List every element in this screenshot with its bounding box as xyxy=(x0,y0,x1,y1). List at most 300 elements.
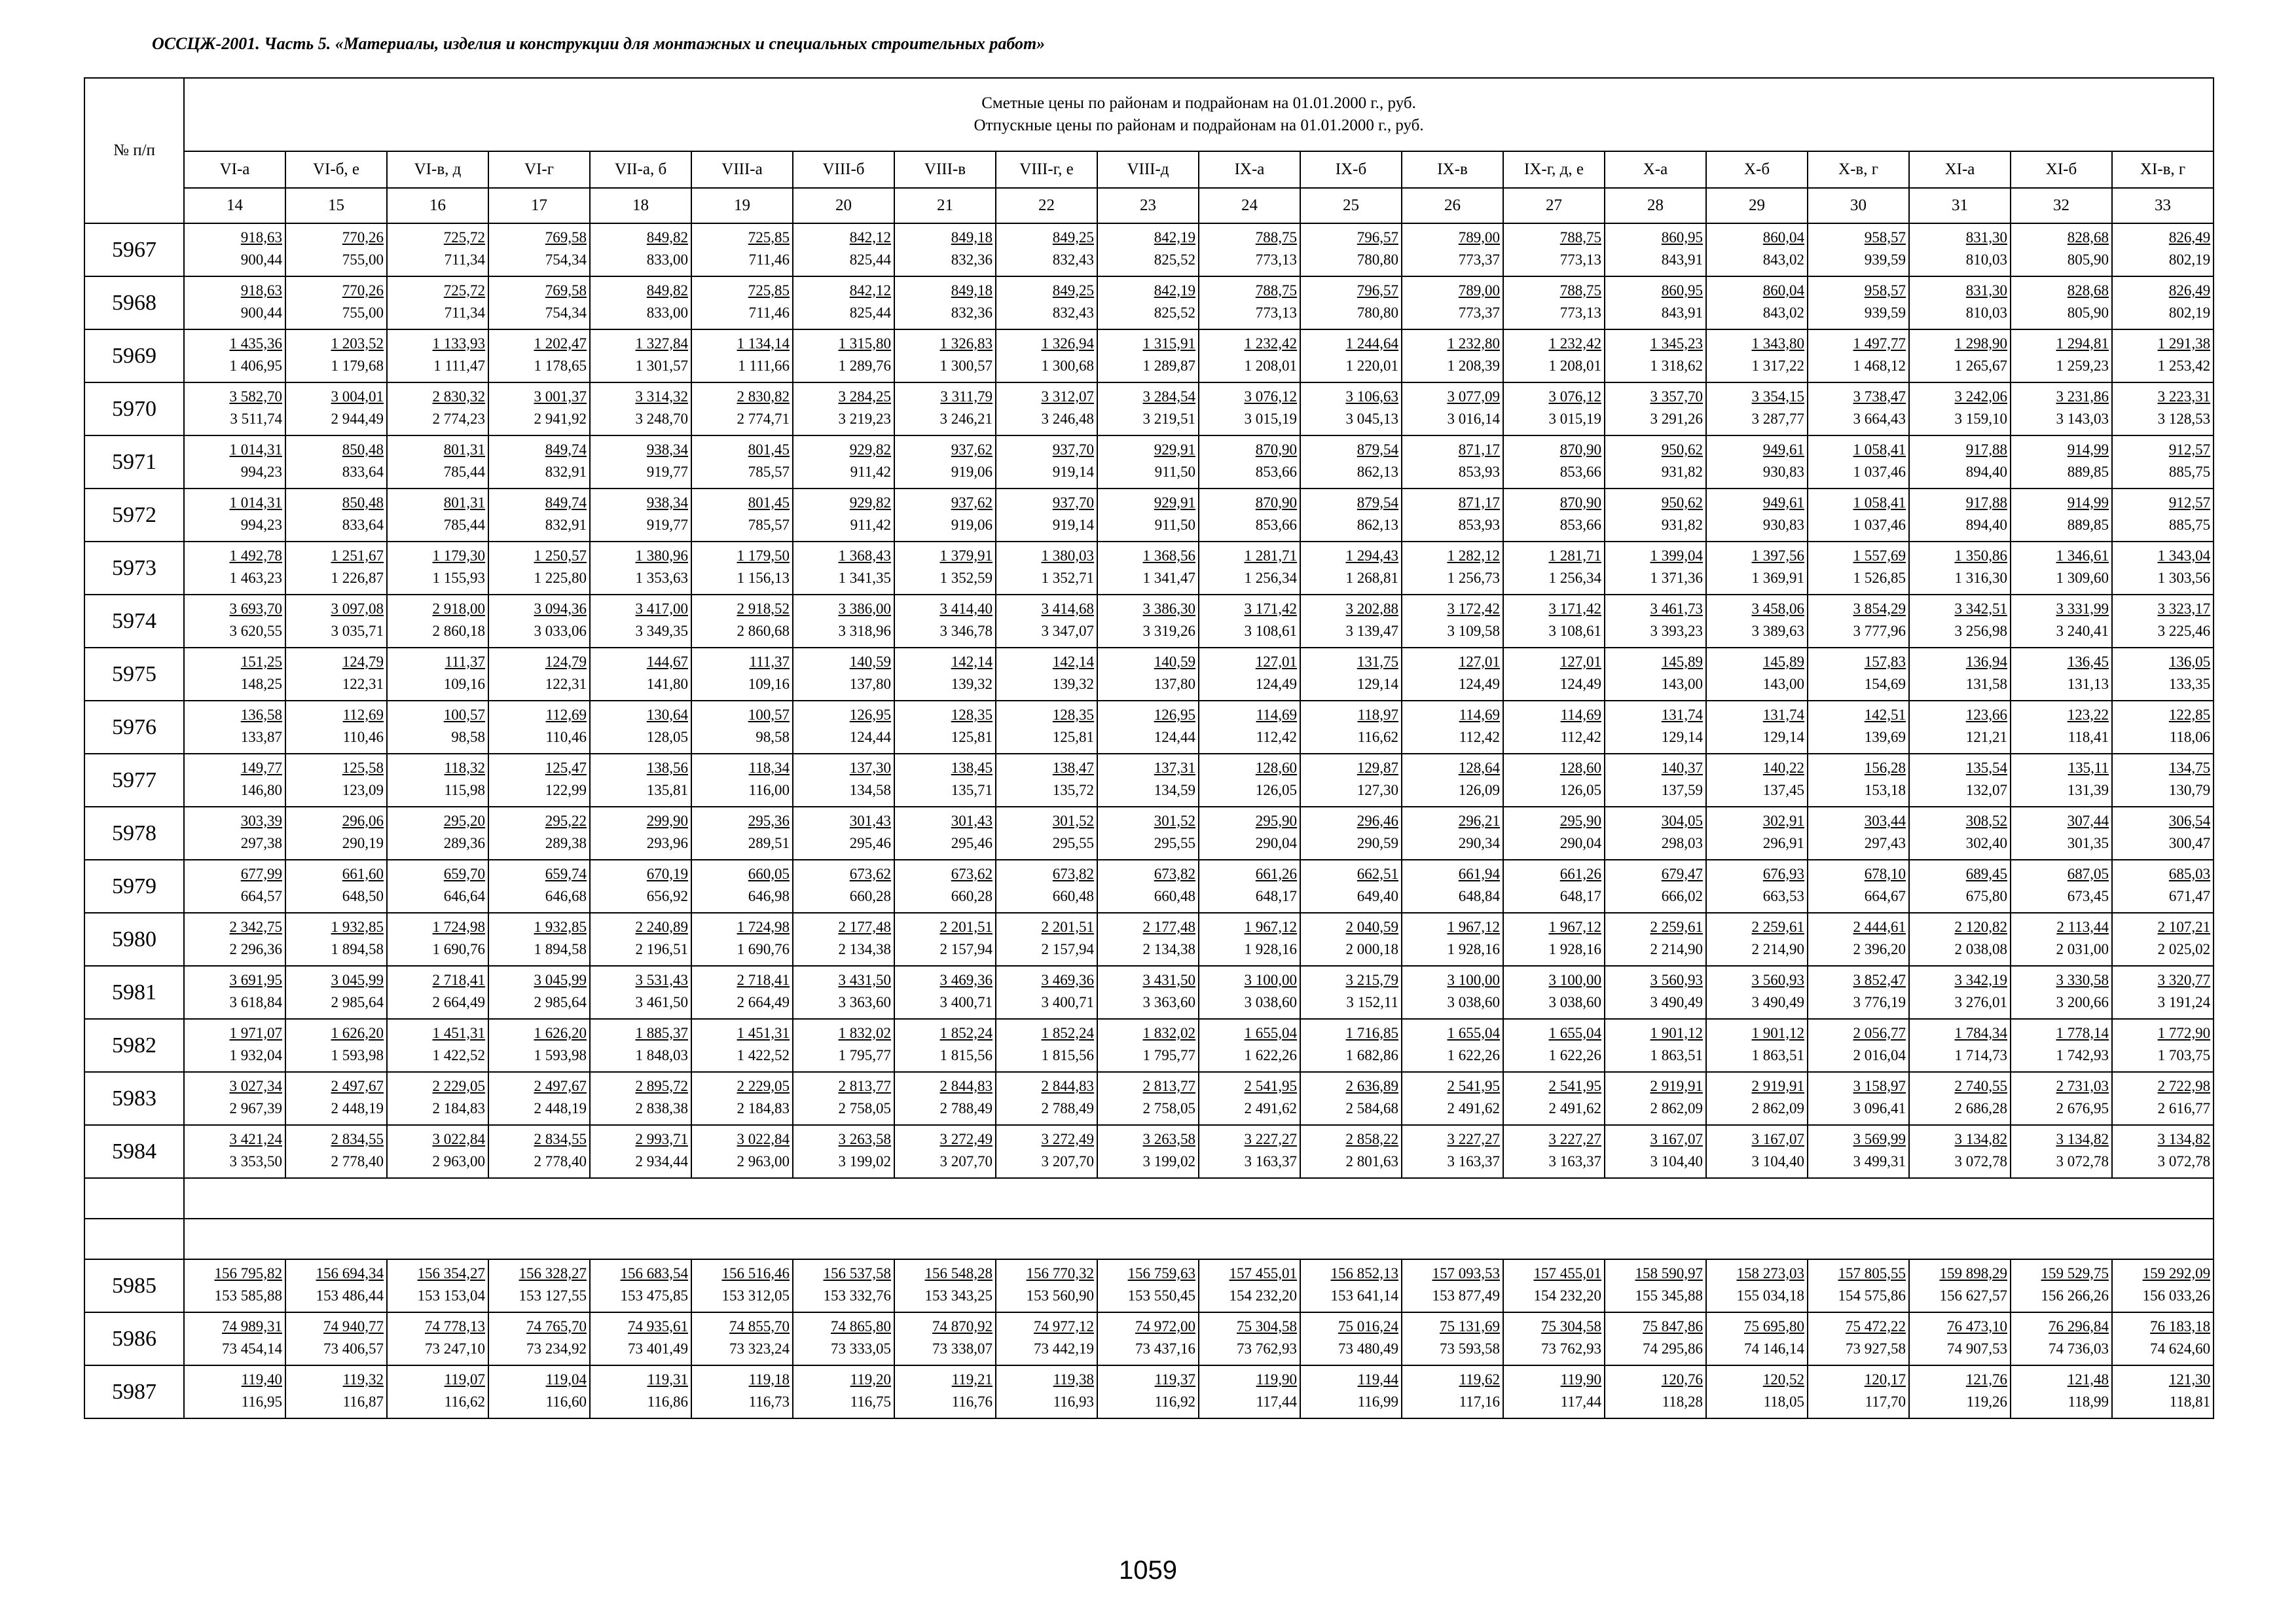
release-price: 3 038,60 xyxy=(1447,993,1500,1010)
release-price: 3 461,50 xyxy=(635,993,688,1010)
estimated-price: 1 343,80 xyxy=(1751,335,1804,352)
price-cell xyxy=(793,1072,894,1125)
release-price: 126,05 xyxy=(1255,781,1297,798)
price-cell xyxy=(1503,701,1605,754)
price-cell xyxy=(285,1365,387,1418)
price-cell xyxy=(1706,1125,1808,1178)
estimated-price: 1 832,02 xyxy=(838,1024,891,1041)
release-price: 3 349,35 xyxy=(635,622,688,639)
estimated-price: 1 885,37 xyxy=(635,1024,688,1041)
release-price: 2 584,68 xyxy=(1345,1099,1398,1116)
price-cell xyxy=(894,913,996,966)
release-price: 112,42 xyxy=(1256,728,1297,745)
price-cell xyxy=(1097,701,1199,754)
table-row xyxy=(84,435,2214,489)
estimated-price: 131,74 xyxy=(1762,706,1804,723)
estimated-price: 1 251,67 xyxy=(331,547,384,564)
estimated-price: 1 014,31 xyxy=(229,441,282,458)
price-table xyxy=(84,77,2214,1419)
row-number: 5981 xyxy=(84,966,184,1019)
price-cell xyxy=(1199,754,1300,807)
estimated-price: 159 292,09 xyxy=(2142,1264,2211,1282)
price-cell xyxy=(1909,382,2011,435)
estimated-price: 74 977,12 xyxy=(1034,1318,1094,1335)
estimated-price: 1 967,12 xyxy=(1548,918,1601,935)
estimated-price: 1 282,12 xyxy=(1447,547,1500,564)
release-price: 298,03 xyxy=(1661,834,1703,851)
release-price: 3 219,23 xyxy=(838,410,891,427)
estimated-price: 301,43 xyxy=(849,812,891,829)
estimated-price: 2 636,89 xyxy=(1345,1077,1398,1094)
price-cell xyxy=(1300,435,1402,489)
price-cell xyxy=(1503,223,1605,276)
estimated-price: 128,60 xyxy=(1559,759,1601,776)
estimated-price: 124,79 xyxy=(342,653,384,670)
release-price: 73 234,92 xyxy=(526,1340,587,1357)
estimated-price: 3 022,84 xyxy=(737,1130,790,1147)
row-number: 5971 xyxy=(84,435,184,489)
price-cell xyxy=(285,1019,387,1072)
estimated-price: 828,68 xyxy=(2067,282,2109,299)
estimated-price: 1 901,12 xyxy=(1751,1024,1804,1041)
release-price: 2 184,83 xyxy=(432,1099,485,1116)
estimated-price: 929,91 xyxy=(1154,441,1195,458)
estimated-price: 679,47 xyxy=(1661,865,1703,882)
release-price: 73 442,19 xyxy=(1034,1340,1094,1357)
estimated-price: 1 971,07 xyxy=(229,1024,282,1041)
release-price: 73 762,93 xyxy=(1237,1340,1297,1357)
estimated-price: 2 201,51 xyxy=(1041,918,1094,935)
release-price: 673,45 xyxy=(2067,887,2109,904)
release-price: 785,57 xyxy=(748,516,790,533)
price-cell xyxy=(1909,807,2011,860)
price-cell xyxy=(184,1125,285,1178)
estimated-price: 1 298,90 xyxy=(1954,335,2007,352)
estimated-price: 3 227,27 xyxy=(1548,1130,1601,1147)
price-cell xyxy=(285,276,387,329)
release-price: 773,13 xyxy=(1559,304,1601,321)
estimated-price: 124,79 xyxy=(545,653,587,670)
estimated-price: 1 832,02 xyxy=(1142,1024,1195,1041)
estimated-price: 2 731,03 xyxy=(2056,1077,2109,1094)
estimated-price: 112,69 xyxy=(342,706,384,723)
price-cell xyxy=(691,913,793,966)
release-price: 825,44 xyxy=(849,251,891,268)
price-cell xyxy=(2112,1259,2214,1312)
release-price: 141,80 xyxy=(646,675,688,692)
column-number: 30 xyxy=(1808,188,1909,223)
estimated-price: 156 759,63 xyxy=(1127,1264,1195,1282)
column-number: 20 xyxy=(793,188,894,223)
release-price: 810,03 xyxy=(1965,251,2007,268)
release-price: 1 208,01 xyxy=(1244,357,1297,374)
estimated-price: 3 342,19 xyxy=(1954,971,2007,988)
release-price: 131,58 xyxy=(1965,675,2007,692)
estimated-price: 3 320,77 xyxy=(2157,971,2211,988)
release-price: 133,87 xyxy=(240,728,282,745)
price-cell xyxy=(1097,1072,1199,1125)
price-cell xyxy=(387,860,488,913)
price-cell xyxy=(1605,435,1706,489)
estimated-price: 145,89 xyxy=(1762,653,1804,670)
estimated-price: 673,62 xyxy=(849,865,891,882)
estimated-price: 3 134,82 xyxy=(2157,1130,2211,1147)
release-price: 118,28 xyxy=(1662,1393,1703,1410)
estimated-price: 1 932,85 xyxy=(331,918,384,935)
release-price: 131,13 xyxy=(2067,675,2109,692)
release-price: 843,91 xyxy=(1661,304,1703,321)
price-cell xyxy=(1300,754,1402,807)
price-cell xyxy=(793,542,894,595)
estimated-price: 131,74 xyxy=(1661,706,1703,723)
release-price: 143,00 xyxy=(1661,675,1703,692)
price-cell xyxy=(1706,276,1808,329)
estimated-price: 1 724,98 xyxy=(432,918,485,935)
price-cell xyxy=(2011,223,2112,276)
release-price: 124,44 xyxy=(1154,728,1195,745)
estimated-price: 125,58 xyxy=(342,759,384,776)
price-cell xyxy=(793,807,894,860)
estimated-price: 3 272,49 xyxy=(939,1130,993,1147)
estimated-price: 801,45 xyxy=(748,494,790,511)
price-cell xyxy=(894,595,996,648)
estimated-price: 156 354,27 xyxy=(417,1264,485,1282)
estimated-price: 119,37 xyxy=(1154,1371,1195,1388)
release-price: 3 246,21 xyxy=(939,410,993,427)
release-price: 73 480,49 xyxy=(1338,1340,1398,1357)
release-price: 1 863,51 xyxy=(1751,1046,1804,1063)
estimated-price: 3 330,58 xyxy=(2056,971,2109,988)
release-price: 3 363,60 xyxy=(1142,993,1195,1010)
estimated-price: 673,82 xyxy=(1052,865,1094,882)
price-cell xyxy=(691,807,793,860)
price-cell xyxy=(793,329,894,382)
price-cell xyxy=(387,1312,488,1365)
district-header: IX-а xyxy=(1199,151,1300,188)
estimated-price: 770,26 xyxy=(342,229,384,246)
release-price: 1 742,93 xyxy=(2056,1046,2109,1063)
estimated-price: 2 497,67 xyxy=(534,1077,587,1094)
estimated-price: 676,93 xyxy=(1762,865,1804,882)
estimated-price: 2 918,00 xyxy=(432,600,485,617)
estimated-price: 3 106,63 xyxy=(1345,388,1398,405)
estimated-price: 131,75 xyxy=(1357,653,1398,670)
release-price: 295,46 xyxy=(849,834,891,851)
price-cell xyxy=(2112,1312,2214,1365)
estimated-price: 3 469,36 xyxy=(1041,971,1094,988)
estimated-price: 3 311,79 xyxy=(940,388,993,405)
release-price: 134,58 xyxy=(849,781,891,798)
estimated-price: 912,57 xyxy=(2168,494,2211,511)
estimated-price: 301,43 xyxy=(951,812,993,829)
price-cell xyxy=(2011,860,2112,913)
release-price: 1 303,56 xyxy=(2157,569,2211,586)
estimated-price: 938,34 xyxy=(646,494,688,511)
price-cell xyxy=(184,382,285,435)
empty-cell xyxy=(184,1219,2214,1259)
price-cell xyxy=(1097,1259,1199,1312)
price-cell xyxy=(1503,754,1605,807)
price-cell xyxy=(2112,1125,2214,1178)
price-cell xyxy=(1300,807,1402,860)
release-price: 135,72 xyxy=(1052,781,1094,798)
release-price: 1 316,30 xyxy=(1954,569,2007,586)
release-price: 118,81 xyxy=(2169,1393,2211,1410)
price-cell xyxy=(1605,1125,1706,1178)
price-cell xyxy=(1605,1072,1706,1125)
release-price: 290,04 xyxy=(1255,834,1297,851)
row-number: 5974 xyxy=(84,595,184,648)
price-cell xyxy=(1097,754,1199,807)
price-cell xyxy=(1402,276,1503,329)
price-cell xyxy=(1300,1125,1402,1178)
price-cell xyxy=(590,1125,691,1178)
price-cell xyxy=(1199,807,1300,860)
price-cell xyxy=(1706,648,1808,701)
release-price: 295,55 xyxy=(1154,834,1195,851)
table-row xyxy=(84,276,2214,329)
release-price: 2 941,92 xyxy=(534,410,587,427)
estimated-price: 127,01 xyxy=(1559,653,1601,670)
estimated-price: 295,36 xyxy=(748,812,790,829)
estimated-price: 849,25 xyxy=(1052,229,1094,246)
estimated-price: 1 281,71 xyxy=(1548,547,1601,564)
release-price: 3 347,07 xyxy=(1041,622,1094,639)
row-number: 5985 xyxy=(84,1259,184,1312)
price-cell xyxy=(387,382,488,435)
price-cell xyxy=(894,648,996,701)
estimated-price: 1 343,04 xyxy=(2157,547,2211,564)
price-cell xyxy=(387,1125,488,1178)
estimated-price: 3 314,32 xyxy=(635,388,688,405)
price-cell xyxy=(1402,542,1503,595)
district-header: VI-в, д xyxy=(387,151,488,188)
estimated-price: 136,05 xyxy=(2168,653,2211,670)
estimated-price: 1 852,24 xyxy=(939,1024,993,1041)
release-price: 1 526,85 xyxy=(1853,569,1906,586)
release-price: 73 593,58 xyxy=(1440,1340,1500,1357)
table-row xyxy=(84,1365,2214,1418)
release-price: 810,03 xyxy=(1965,304,2007,321)
release-price: 154 232,20 xyxy=(1229,1287,1297,1304)
price-cell xyxy=(1097,1312,1199,1365)
price-cell xyxy=(1097,1125,1199,1178)
estimated-price: 3 172,42 xyxy=(1447,600,1500,617)
estimated-price: 1 435,36 xyxy=(229,335,282,352)
price-cell xyxy=(793,595,894,648)
price-cell xyxy=(1097,913,1199,966)
estimated-price: 1 058,41 xyxy=(1853,441,1906,458)
estimated-price: 299,90 xyxy=(646,812,688,829)
release-price: 3 620,55 xyxy=(229,622,282,639)
release-price: 646,68 xyxy=(545,887,587,904)
estimated-price: 3 284,54 xyxy=(1142,388,1195,405)
price-cell xyxy=(590,913,691,966)
estimated-price: 76 183,18 xyxy=(2150,1318,2211,1335)
release-price: 1 928,16 xyxy=(1244,940,1297,957)
estimated-price: 870,90 xyxy=(1255,494,1297,511)
price-cell xyxy=(387,966,488,1019)
estimated-price: 151,25 xyxy=(240,653,282,670)
release-price: 2 025,02 xyxy=(2157,940,2211,957)
release-price: 124,49 xyxy=(1458,675,1500,692)
release-price: 122,99 xyxy=(545,781,587,798)
price-cell xyxy=(1808,701,1909,754)
district-header: VI-а xyxy=(184,151,285,188)
release-price: 153 560,90 xyxy=(1026,1287,1094,1304)
estimated-price: 1 315,91 xyxy=(1142,335,1195,352)
release-price: 825,44 xyxy=(849,304,891,321)
estimated-price: 2 919,91 xyxy=(1650,1077,1703,1094)
estimated-price: 74 972,00 xyxy=(1135,1318,1195,1335)
estimated-price: 725,72 xyxy=(443,282,485,299)
release-price: 894,40 xyxy=(1965,516,2007,533)
price-cell xyxy=(793,966,894,1019)
release-price: 3 664,43 xyxy=(1853,410,1906,427)
release-price: 660,48 xyxy=(1052,887,1094,904)
release-price: 3 318,96 xyxy=(838,622,891,639)
price-cell xyxy=(184,807,285,860)
price-cell xyxy=(285,1072,387,1125)
release-price: 832,43 xyxy=(1052,251,1094,268)
release-price: 2 134,38 xyxy=(838,940,891,957)
price-cell xyxy=(387,807,488,860)
estimated-price: 134,75 xyxy=(2168,759,2211,776)
release-price: 116,62 xyxy=(1357,728,1398,745)
estimated-price: 725,85 xyxy=(748,229,790,246)
price-cell xyxy=(285,648,387,701)
column-number: 29 xyxy=(1706,188,1808,223)
table-row xyxy=(84,329,2214,382)
table-title xyxy=(184,78,2214,151)
estimated-price: 3 854,29 xyxy=(1853,600,1906,617)
estimated-price: 3 227,27 xyxy=(1244,1130,1297,1147)
release-price: 2 838,38 xyxy=(635,1099,688,1116)
price-cell xyxy=(1300,1365,1402,1418)
release-price: 3 163,37 xyxy=(1447,1153,1500,1170)
estimated-price: 860,04 xyxy=(1762,282,1804,299)
price-cell xyxy=(285,489,387,542)
estimated-price: 661,26 xyxy=(1559,865,1601,882)
price-cell xyxy=(1909,860,2011,913)
district-header: IX-г, д, е xyxy=(1503,151,1605,188)
release-price: 802,19 xyxy=(2168,304,2211,321)
estimated-price: 2 919,91 xyxy=(1751,1077,1804,1094)
estimated-price: 871,17 xyxy=(1458,441,1500,458)
release-price: 711,34 xyxy=(444,304,485,321)
estimated-price: 136,58 xyxy=(240,706,282,723)
price-cell xyxy=(2011,1365,2112,1418)
release-price: 116,73 xyxy=(748,1393,790,1410)
release-price: 773,13 xyxy=(1255,251,1297,268)
district-header: XI-в, г xyxy=(2112,151,2214,188)
release-price: 116,76 xyxy=(951,1393,993,1410)
release-price: 3 015,19 xyxy=(1548,410,1601,427)
release-price: 1 894,58 xyxy=(534,940,587,957)
price-cell xyxy=(1706,223,1808,276)
price-cell xyxy=(387,223,488,276)
release-price: 116,62 xyxy=(444,1393,485,1410)
release-price: 1 894,58 xyxy=(331,940,384,957)
release-price: 2 985,64 xyxy=(331,993,384,1010)
price-cell xyxy=(691,542,793,595)
estimated-price: 142,14 xyxy=(1052,653,1094,670)
price-cell xyxy=(793,701,894,754)
estimated-price: 156 516,46 xyxy=(721,1264,790,1282)
price-cell xyxy=(1199,329,1300,382)
district-header: X-б xyxy=(1706,151,1808,188)
price-cell xyxy=(1909,913,2011,966)
release-price: 118,06 xyxy=(2169,728,2211,745)
release-price: 663,53 xyxy=(1762,887,1804,904)
release-price: 1 309,60 xyxy=(2056,569,2109,586)
estimated-price: 1 326,83 xyxy=(939,335,993,352)
release-price: 1 156,13 xyxy=(737,569,790,586)
release-price: 3 363,60 xyxy=(838,993,891,1010)
estimated-price: 937,70 xyxy=(1052,441,1094,458)
price-cell xyxy=(1199,1072,1300,1125)
title-line-1: Сметные цены по районам и подрайонам на 01.01.2000 г., руб. xyxy=(981,94,1416,112)
release-price: 135,81 xyxy=(646,781,688,798)
table-row xyxy=(84,489,2214,542)
estimated-price: 3 134,82 xyxy=(1954,1130,2007,1147)
estimated-price: 2 107,21 xyxy=(2157,918,2211,935)
price-cell xyxy=(590,1072,691,1125)
price-cell xyxy=(387,1072,488,1125)
release-price: 116,92 xyxy=(1154,1393,1195,1410)
price-cell xyxy=(793,1019,894,1072)
estimated-price: 2 834,55 xyxy=(331,1130,384,1147)
release-price: 137,45 xyxy=(1762,781,1804,798)
table-row xyxy=(84,860,2214,913)
estimated-price: 1 772,90 xyxy=(2157,1024,2211,1041)
estimated-price: 1 291,38 xyxy=(2157,335,2211,352)
release-price: 3 319,26 xyxy=(1142,622,1195,639)
estimated-price: 912,57 xyxy=(2168,441,2211,458)
price-cell xyxy=(1808,1365,1909,1418)
table-row xyxy=(84,913,2214,966)
row-number: 5973 xyxy=(84,542,184,595)
price-cell xyxy=(1808,276,1909,329)
estimated-price: 157 805,55 xyxy=(1838,1264,1906,1282)
price-cell xyxy=(1808,435,1909,489)
price-cell xyxy=(285,542,387,595)
release-price: 1 289,87 xyxy=(1142,357,1195,374)
release-price: 3 777,96 xyxy=(1853,622,1906,639)
district-header: XI-а xyxy=(1909,151,2011,188)
price-cell xyxy=(488,223,590,276)
price-cell xyxy=(1300,329,1402,382)
price-cell xyxy=(1909,435,2011,489)
release-price: 156 033,26 xyxy=(2142,1287,2211,1304)
estimated-price: 111,37 xyxy=(445,653,485,670)
estimated-price: 301,52 xyxy=(1052,812,1094,829)
estimated-price: 849,25 xyxy=(1052,282,1094,299)
price-cell xyxy=(2011,542,2112,595)
release-price: 118,05 xyxy=(1763,1393,1804,1410)
column-number: 27 xyxy=(1503,188,1605,223)
estimated-price: 2 993,71 xyxy=(635,1130,688,1147)
release-price: 1 037,46 xyxy=(1853,516,1906,533)
price-cell xyxy=(1909,542,2011,595)
estimated-price: 121,76 xyxy=(1965,1371,2007,1388)
price-cell xyxy=(1503,1312,1605,1365)
column-number: 22 xyxy=(996,188,1097,223)
release-price: 3 072,78 xyxy=(2056,1153,2109,1170)
price-cell xyxy=(285,1312,387,1365)
estimated-price: 75 131,69 xyxy=(1440,1318,1500,1335)
price-cell xyxy=(793,1312,894,1365)
